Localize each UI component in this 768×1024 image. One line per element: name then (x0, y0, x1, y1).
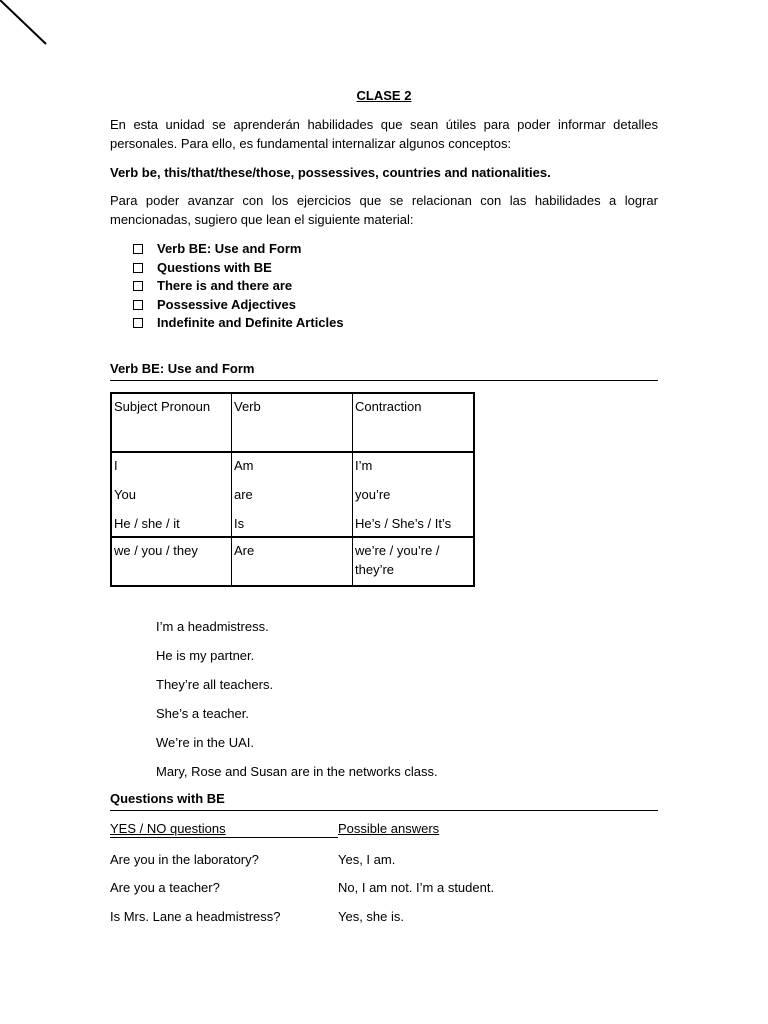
example-sentences (156, 617, 438, 791)
question-text: Are you a teacher? (110, 880, 220, 895)
answer-text: Yes, she is. (338, 909, 405, 924)
checkbox-icon (133, 263, 143, 273)
list-item: She’s a teacher. (156, 706, 249, 721)
section-heading-verb-be: Verb BE: Use and Form (110, 360, 658, 381)
table-header-cell: Subject Pronoun (111, 393, 232, 452)
material-paragraph: Para poder avanzar con los ejercicios que se relacionan con las habilidades a lograr mencionadas, sugiero que lean el siguiente material: (110, 193, 658, 227)
list-item: Mary, Rose and Susan are in the networks class. (156, 764, 438, 779)
table-cell-pronouns: I You He / she / it (111, 452, 232, 537)
checkbox-icon (133, 244, 143, 254)
table-row (111, 452, 474, 537)
list-item: Verb BE: Use and Form (132, 240, 344, 259)
page-title: CLASE 2 (356, 88, 412, 103)
intro-paragraph: En esta unidad se aprenderán habilidades que sean útiles para poder informar detalles personales. Para ello, es fundamental internalizar algunos conceptos: (110, 117, 658, 151)
question-text: Is Mrs. Lane a headmistress? (110, 909, 281, 924)
table-cell: we / you / they (111, 537, 232, 586)
list-item: Indefinite and Definite Articles (132, 314, 344, 333)
checkbox-icon (133, 300, 143, 310)
checkbox-icon (133, 281, 143, 291)
table-header-cell: Contraction (353, 393, 475, 452)
checkbox-icon (133, 318, 143, 328)
list-item: He is my partner. (156, 648, 255, 663)
table-cell-contractions: I’m you’re He’s / She’s / It’s (353, 452, 475, 537)
table-cell: Are (232, 537, 353, 586)
list-item: There is and there are (132, 277, 344, 296)
list-item: Questions with BE (132, 259, 344, 278)
questions-column-heading: YES / NO questions (110, 821, 226, 836)
verb-be-table (110, 392, 475, 587)
answer-text: Yes, I am. (338, 852, 396, 867)
answer-text: No, I am not. I’m a student. (338, 880, 495, 895)
heading-underline (110, 837, 338, 838)
table-header-cell: Verb (232, 393, 353, 452)
answers-column-heading: Possible answers (338, 821, 440, 836)
list-item: Possessive Adjectives (132, 296, 344, 315)
list-item: We’re in the UAI. (156, 735, 255, 750)
topics-line: Verb be, this/that/these/those, possessives, countries and nationalities. (110, 165, 551, 180)
table-header-row (111, 393, 474, 452)
list-item: I’m a headmistress. (156, 619, 269, 634)
topic-list (132, 240, 344, 333)
section-heading-questions: Questions with BE (110, 790, 658, 811)
corner-fold-mark (0, 0, 60, 60)
question-text: Are you in the laboratory? (110, 852, 259, 867)
table-cell-verbs: Am are Is (232, 452, 353, 537)
table-cell: we’re / you’re / they’re (353, 537, 475, 586)
table-row (111, 537, 474, 586)
list-item: They’re all teachers. (156, 677, 274, 692)
